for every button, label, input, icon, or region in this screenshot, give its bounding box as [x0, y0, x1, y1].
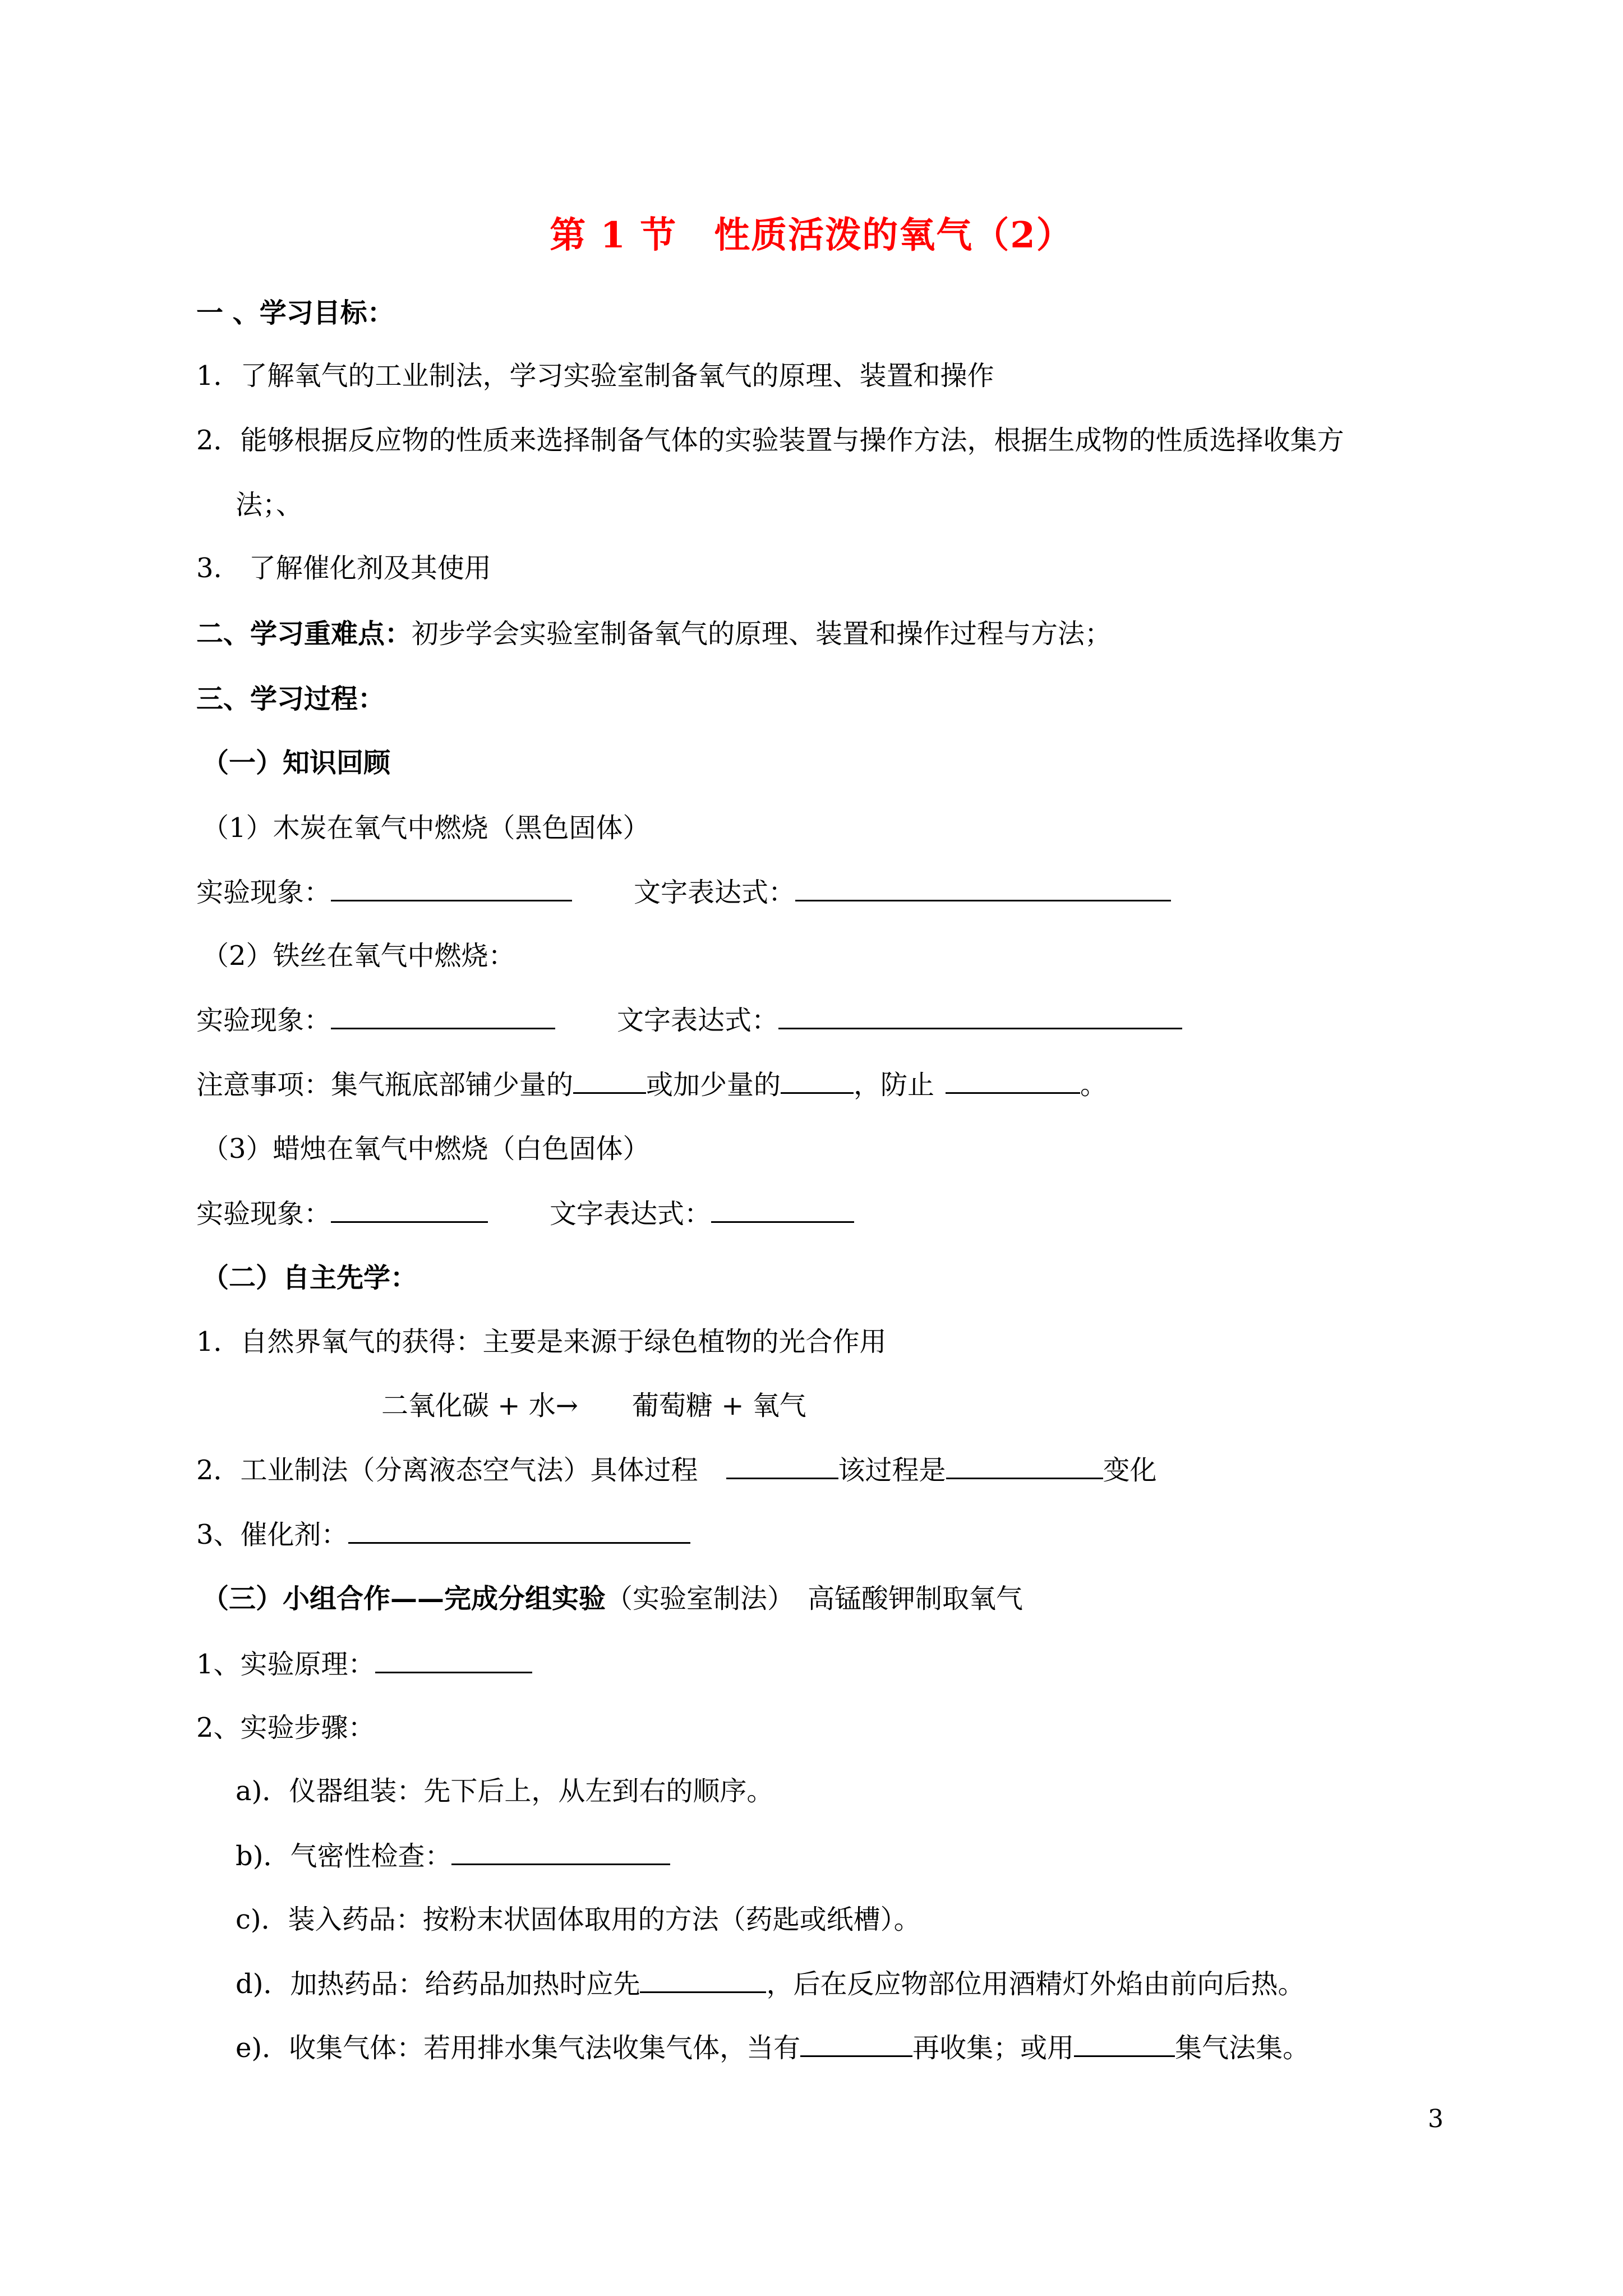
- objective-2-cont: 法；、: [236, 489, 303, 521]
- step-e-text2: 再收集；或用: [912, 2032, 1075, 2064]
- collect-when-blank[interactable]: [800, 2031, 912, 2057]
- phenomenon-label: 实验现象：: [196, 877, 331, 908]
- group-heading-rest: （实验室制法） 高锰酸钾制取氧气: [606, 1583, 1023, 1614]
- candle-expression-blank[interactable]: [711, 1197, 854, 1223]
- step-e: [236, 2031, 1310, 2065]
- candle-fill-line: [196, 1197, 854, 1231]
- charcoal-title: （1）木炭在氧气中燃烧（黑色固体）: [202, 812, 650, 844]
- note-blank-2[interactable]: [781, 1068, 854, 1094]
- objective-2: 2．能够根据反应物的性质来选择制备气体的实验装置与操作方法，根据生成物的性质选择收集方: [196, 425, 1344, 456]
- collect-method-blank[interactable]: [1074, 2031, 1175, 2057]
- step-d-text2: ，后在反应物部位用酒精灯外焰由前向后热。: [766, 1968, 1305, 2000]
- objective-3: 3. 了解催化剂及其使用: [196, 553, 491, 584]
- airtightness-blank[interactable]: [451, 1839, 670, 1865]
- note-mid1: 或加少量的: [646, 1069, 781, 1101]
- iron-title: （2）铁丝在氧气中燃烧：: [202, 940, 515, 972]
- step-b-label: b)．气密性检查：: [236, 1841, 452, 1872]
- page-number: 3: [1428, 2105, 1444, 2133]
- item2-end: 变化: [1103, 1455, 1157, 1486]
- section1-heading: 一 、学习目标：: [196, 297, 394, 329]
- step-e-text3: 集气法集。: [1175, 2032, 1310, 2064]
- expression-label: 文字表达式：: [550, 1198, 712, 1230]
- note-blank-3[interactable]: [946, 1068, 1080, 1094]
- section3-heading: 三、学习过程：: [196, 683, 385, 715]
- preheat-blank[interactable]: [640, 1967, 766, 1993]
- charcoal-phenomenon-blank[interactable]: [331, 875, 572, 901]
- self-study-item-1: 1．自然界氧气的获得：主要是来源于绿色植物的光合作用: [196, 1326, 887, 1358]
- expression-label: 文字表达式：: [617, 1005, 779, 1036]
- steps-title: 2、实验步骤：: [196, 1712, 375, 1743]
- iron-fill-line: [196, 1003, 1182, 1037]
- catalyst-label: 3、催化剂：: [196, 1519, 348, 1550]
- candle-title: （3）蜡烛在氧气中燃烧（白色固体）: [202, 1133, 650, 1165]
- expression-label: 文字表达式：: [634, 877, 796, 908]
- catalyst-blank[interactable]: [348, 1517, 690, 1544]
- section2-heading: 二、学习重难点：: [196, 618, 412, 650]
- step-d: [236, 1967, 1304, 2001]
- principle-label: 1、实验原理：: [196, 1649, 375, 1680]
- photosynthesis-formula: 二氧化碳 + 水→ 葡萄糖 + 氧气: [381, 1390, 806, 1421]
- principle-line: [196, 1647, 532, 1681]
- item2-text: 2．工业制法（分离液态空气法）具体过程: [196, 1455, 698, 1486]
- step-b: [236, 1839, 670, 1873]
- note-label: 注意事项：集气瓶底部铺少量的: [196, 1069, 574, 1101]
- item2-mid: 该过程是: [838, 1455, 946, 1486]
- review-heading: （一）知识回顾: [202, 747, 391, 779]
- group-heading: [202, 1582, 1023, 1616]
- self-study-heading: （二）自主先学：: [202, 1262, 418, 1294]
- step-c: c)．装入药品：按粉末状固体取用的方法（药匙或纸槽）。: [236, 1904, 921, 1935]
- charcoal-fill-line: [196, 875, 1171, 909]
- section2-line: [196, 617, 1112, 651]
- group-heading-bold: （三）小组合作——完成分组实验: [202, 1583, 606, 1614]
- objective-1: 1．了解氧气的工业制法，学习实验室制备氧气的原理、装置和操作: [196, 360, 994, 392]
- step-d-text1: d)．加热药品：给药品加热时应先: [236, 1968, 640, 2000]
- principle-blank[interactable]: [375, 1647, 532, 1673]
- page-title: 第 1 节 性质活泼的氧气（2）: [550, 214, 1073, 256]
- charcoal-expression-blank[interactable]: [795, 875, 1171, 901]
- candle-phenomenon-blank[interactable]: [331, 1197, 488, 1223]
- phenomenon-label: 实验现象：: [196, 1005, 331, 1036]
- self-study-item-2: [196, 1453, 1157, 1487]
- change-type-blank[interactable]: [946, 1453, 1103, 1479]
- note-blank-1[interactable]: [573, 1068, 646, 1094]
- step-e-text1: e)．收集气体：若用排水集气法收集气体，当有: [236, 2032, 801, 2064]
- note-end: 。: [1080, 1069, 1108, 1101]
- iron-note-line: [196, 1068, 1107, 1102]
- self-study-item-3: [196, 1517, 690, 1552]
- phenomenon-label: 实验现象：: [196, 1198, 331, 1230]
- step-a: a)．仪器组装：先下后上，从左到右的顺序。: [236, 1775, 774, 1807]
- note-mid2: ，防止: [854, 1069, 935, 1101]
- iron-phenomenon-blank[interactable]: [331, 1003, 555, 1029]
- section2-text: 初步学会实验室制备氧气的原理、装置和操作过程与方法；: [412, 618, 1112, 650]
- iron-expression-blank[interactable]: [778, 1003, 1182, 1029]
- industrial-process-blank[interactable]: [726, 1453, 838, 1479]
